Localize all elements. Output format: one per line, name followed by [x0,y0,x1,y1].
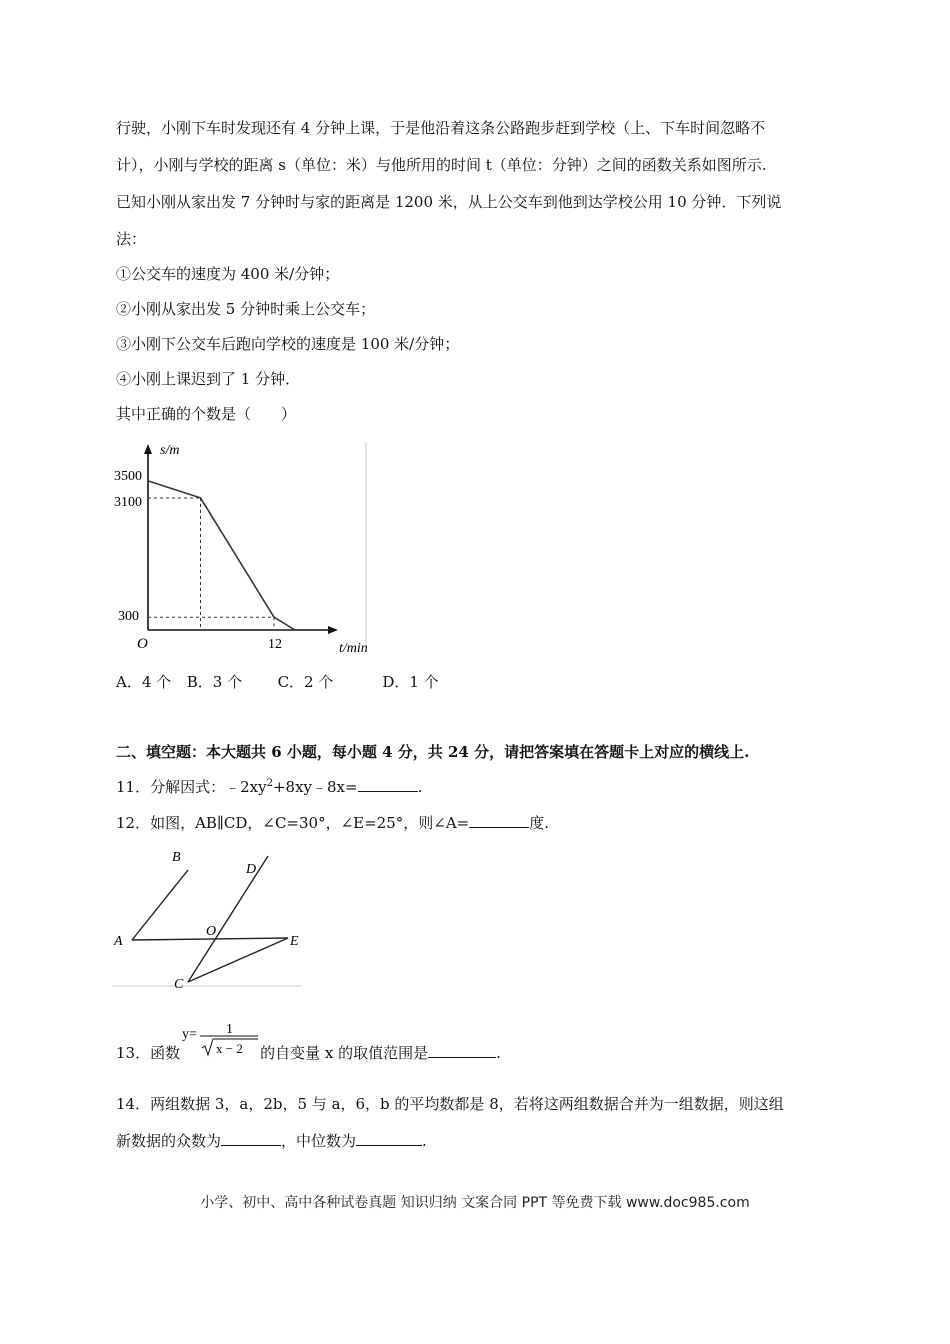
y-tick-3500: 3500 [114,469,142,484]
q14-end: . [422,1132,427,1150]
x-axis-label: t/min [339,641,368,656]
q13 [116,1022,501,1068]
q10-graph [112,440,372,656]
q10-statement-4: ④小刚上课迟到了 1 分钟． [116,370,301,388]
q13-answer-blank [428,1043,496,1058]
label-c: C [174,977,184,990]
q10-question: 其中正确的个数是（ ） [116,405,297,423]
formula-lhs: y= [182,1027,197,1042]
q14-line-2 [116,1131,427,1151]
label-a: A [114,934,123,949]
option-a: A．4 个 [116,673,172,691]
y-axis-label: s/m [160,443,180,458]
formula-numerator: 1 [226,1022,234,1037]
y-tick-3100: 3100 [114,495,142,510]
q13-end: . [496,1044,501,1062]
q13-suffix: 的自变量 x 的取值范围是 [260,1044,429,1062]
q11-end: . [417,778,423,796]
q13-prefix: 13．函数 [116,1044,181,1062]
q10-statement-1: ①公交车的速度为 400 米/分钟； [116,265,340,283]
q10-statement-3: ③小刚下公交车后跑向学校的速度是 100 米/分钟； [116,335,460,353]
line-ce [188,938,288,982]
q11-exponent: 2 [266,778,273,789]
q12-geometry-figure [112,846,304,990]
option-b: B．3 个 [186,673,243,691]
section-2-heading: 二、填空题：本大题共 6 小题，每小题 4 分，共 24 分，请把答案填在答题卡上对应的横线上. [116,743,750,761]
q11 [116,777,422,797]
option-d: D．1 个 [382,673,439,691]
x-axis-arrow [328,626,338,634]
q14-median-blank [356,1131,422,1146]
label-e: E [290,934,299,949]
q10-statement-2: ②小刚从家出发 5 分钟时乘上公交车； [116,300,376,318]
q12 [116,813,549,833]
distance-time-line [148,481,295,630]
q11-suffix: +8xy﹣8x= [272,778,358,796]
q14-line-1: 14．两组数据 3，a，2b，5 与 a，6，b 的平均数都是 8，若将这两组数据合并为一组数据，则这组 [116,1095,784,1113]
q12-answer-blank [469,813,529,828]
q10-text-line-1: 行驶，小刚下车时发现还有 4 分钟上课，于是他沿着这条公路跑步赶到学校（上、下车时间忽略不 [116,119,766,137]
q14-median-label: ，中位数为 [281,1132,357,1150]
q10-options [116,672,439,692]
page-footer: 小学、初中、高中各种试卷真题 知识归纳 文案合同 PPT 等免费下载 www.doc985.com [200,1195,750,1211]
formula-radicand: x − 2 [216,1041,243,1056]
q10-text-line-4: 法： [116,230,147,248]
q10-text-line-2: 计），小刚与学校的距离 s（单位：米）与他所用的时间 t（单位：分钟）之间的函数关系如图所示. [116,156,767,174]
x-tick-12: 12 [268,637,282,652]
q11-answer-blank [358,777,418,792]
q12-end: 度. [529,814,549,832]
q14-mode-blank [221,1131,281,1146]
y-axis-arrow [144,444,152,454]
label-o: O [206,924,217,939]
origin-label: O [137,636,148,652]
q10-text-line-3: 已知小刚从家出发 7 分钟时与家的距离是 1200 米，从上公交车到他到达学校公用 10 分钟．下列说 [116,193,782,211]
label-d: D [246,862,257,877]
y-tick-300: 300 [118,609,139,624]
option-c: C．2 个 [277,673,334,691]
q11-prefix: 11．分解因式：﹣2xy [116,778,267,796]
q12-text: 12．如图，AB∥CD，∠C=30°，∠E=25°，则∠A= [116,814,470,832]
q14-mode-label: 新数据的众数为 [116,1132,222,1150]
line-ab [132,870,188,940]
q13-formula [180,1022,260,1068]
label-b: B [172,850,181,865]
